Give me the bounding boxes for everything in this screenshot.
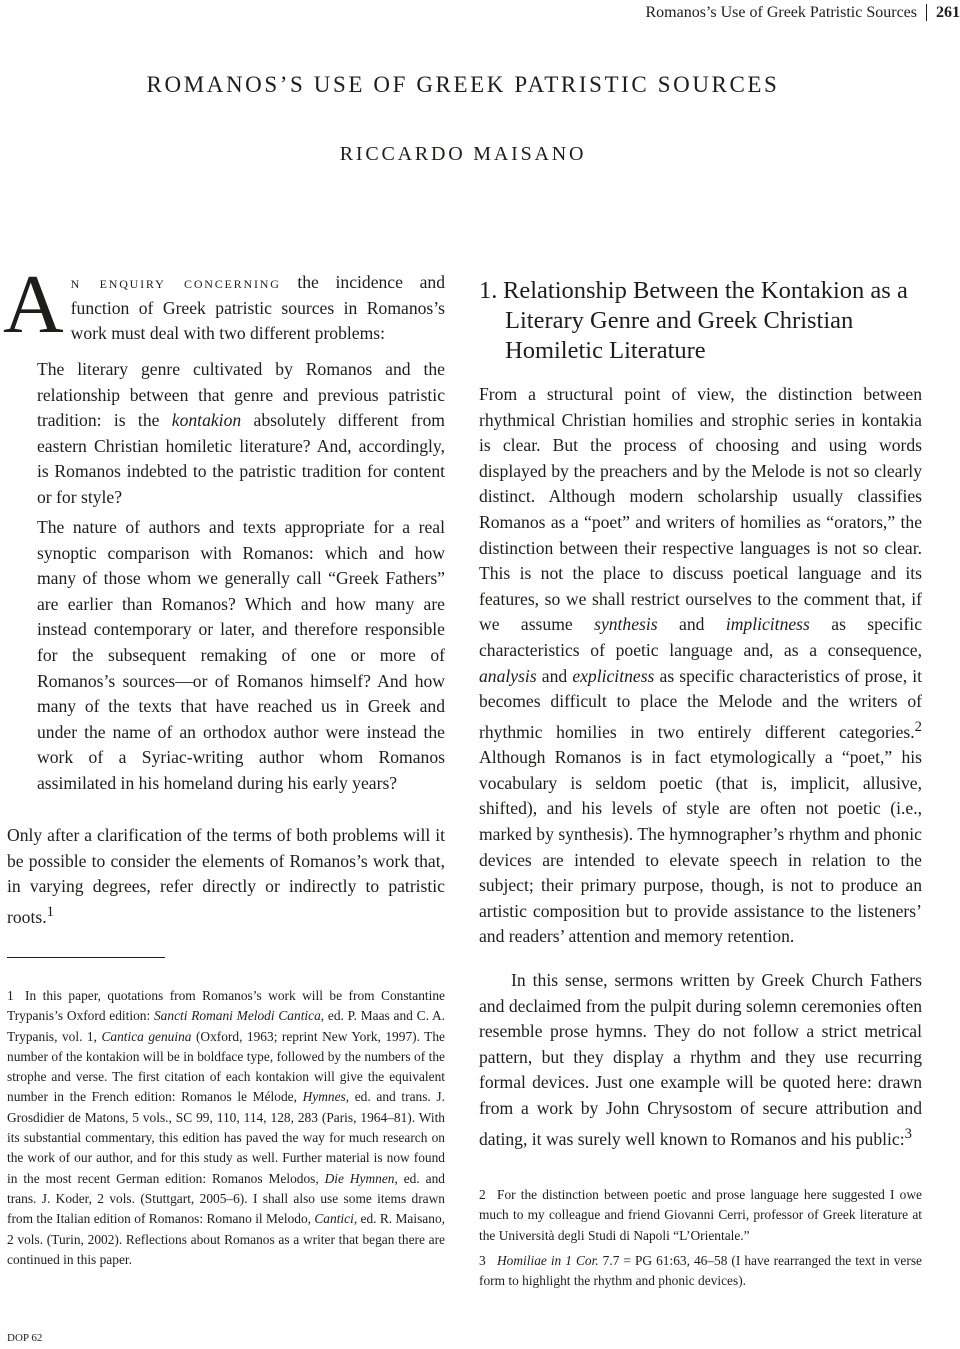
section-paragraph-2 <box>479 968 922 1152</box>
section-title-line-2: Literary Genre and Greek Christian <box>505 307 854 334</box>
journal-mark: DOP 62 <box>7 1332 43 1344</box>
footnote-3-title: Homiliae in 1 Cor. <box>497 1253 599 1268</box>
footnote-3-number: 3 <box>479 1253 486 1268</box>
footnote-ref-1[interactable]: 1 <box>46 903 54 920</box>
para1-text: and <box>536 665 573 686</box>
footnote-1-text: In this paper, quotations from Romanos’s work will be from Constantine Trypanis’s Oxford edition: <box>7 988 445 1024</box>
footnote-1-text: ed. and trans. J. Grosdidier de Matons, 5 vols., SC 99, 110, 114, 128, 283 (Paris, 1964–81). With its substantial commentary, this edition has paved the way for much research on the work of our author, and for this study as well. Further material is now found in the most recent German edition: Romanos Melodos, <box>7 1089 445 1186</box>
footnote-1-title: Die Hymnen <box>324 1170 395 1186</box>
footnote-1-title: Cantica genuina <box>101 1028 192 1044</box>
analysis-emphasis: analysis <box>479 665 537 686</box>
problem-one-paragraph <box>37 357 445 511</box>
section-paragraph-1 <box>479 382 922 950</box>
section-title-line-1: Relationship Between the Kontakion as a <box>503 277 908 304</box>
para1-text: From a structural point of view, the distinction between rhythmical Christian homilies and strophic series in kontakia is clear. But the process of choosing and using words displayed by the preachers and by the Melode is not so clearly distinct. Although modern scholarship usually classifies Romanos as a “poet” and writers of homilies as “orators,” the distinction between their respective languages is not so clear. This is not the place to discuss poetical language and its features, so we shall restrict ourselves to the comment that, if we assume <box>479 384 922 635</box>
conclusion-text: Only after a clarification of the terms of both problems will it be possible to consider the elements of Romanos’s work that, in varying degrees, refer directly or indirectly to patristic roots. <box>7 825 445 927</box>
synthesis-emphasis: synthesis <box>594 614 658 635</box>
footnote-1-text: , ed. and trans. J. Koder, 2 vols. (Stuttgart, 2005–6). I shall also use some items drawn from the Italian edition of Romanos: Romano il Melodo, <box>7 1170 445 1227</box>
para1-text: Although Romanos is in fact etymologically a “poet,” his vocabulary is seldom poetic (that is, implicit, allusive, shifted), and his levels of style are often not poetic (i.e., marked by synthesis). The hymnographer’s rhythm and phonic devices are intended to elevate speech in relation to the subject; their primary purpose, though, is not to produce an artistic composition but to provide assistance to the listeners’ and readers’ attention and memory retention. <box>479 747 922 947</box>
footnote-2-number: 2 <box>479 1187 486 1202</box>
footnote-1-title: Hymnes, <box>302 1089 350 1105</box>
para1-text: as specific characteristics of poetic language and, as a consequence, <box>479 614 923 660</box>
section-number: 1. <box>479 277 498 304</box>
intro-paragraph <box>3 258 445 351</box>
footnote-ref-2[interactable]: 2 <box>914 718 922 735</box>
footnote-3-text: 7.7 = PG 61:63, 46–58 (I have rearranged the text in verse form to highlight the rhythm and phonic devices). <box>479 1253 922 1289</box>
footnote-ref-3[interactable]: 3 <box>904 1125 912 1142</box>
implicitness-emphasis: implicitness <box>725 614 810 635</box>
section-heading <box>479 276 922 366</box>
page-number: 261 <box>936 4 960 21</box>
problem-one-text-b: absolutely different from eastern Christian homiletic literature? And, accordingly, is Romanos indebted to the patristic tradition for content or for style? <box>37 410 445 507</box>
footnote-1 <box>7 986 445 1270</box>
conclusion-paragraph <box>7 823 445 930</box>
intro-text: the incidence and function of Greek patristic sources in Romanos’s work must deal with two different problems: <box>70 272 445 344</box>
explicitness-emphasis: explicitness <box>572 665 655 686</box>
para2-text: In this sense, sermons written by Greek Church Fathers and declaimed from the pulpit during solemn ceremonies often resemble prose hymns. They do not follow a strict metrical pattern, but they display a rhythm and they use recurring formal devices. Just one example will be quoted here: drawn from a work by John Chrysostom of secure attribution and dating, it was surely well known to Romanos and his public: <box>479 970 922 1149</box>
running-head-title: Romanos’s Use of Greek Patristic Sources <box>645 4 927 21</box>
section-title-line-3: Homiletic Literature <box>505 337 706 364</box>
footnote-1-text: (Oxford, 1963; reprint New York, 1997). The number of the kontakion will be in boldface type, followed by the numbers of the strophe and verse. The first citation of each kontakion will give the equivalent number in the French edition: Romanos le Mélode, <box>7 1028 446 1105</box>
footnote-1-number: 1 <box>7 988 14 1003</box>
author-name: RICCARDO MAISANO <box>339 143 587 165</box>
para1-text: as specific characteristics of prose, it becomes difficult to place the Melode and the writers of rhythmic homilies in two entirely different categories. <box>479 665 922 742</box>
drop-cap: A <box>3 258 64 351</box>
article-title: ROMANOS’S USE OF GREEK PATRISTIC SOURCES <box>146 72 780 97</box>
para1-text: and <box>657 614 726 635</box>
problem-one-text-a: The literary genre cultivated by Romanos and the relationship between that genre and previous patristic tradition: is the <box>37 359 445 431</box>
problem-two-paragraph: The nature of authors and texts appropriate for a real synoptic comparison with Romanos: which and how many of those whom we generally call “Greek Fathers” are earlier than Romanos? Which and how many are instead contemporary or later, and therefore responsible for the subsequent remaking of one or more of Romanos’s sources—or of Romanos himself? And how many of the texts that have reached us in Greek and under the name of an orthodox author were instead the work of a Syriac-writing author whom Romanos assimilated in his homeland during his early years? <box>37 517 445 793</box>
footnote-3 <box>479 1251 922 1292</box>
section-heading-line-1 <box>479 276 922 306</box>
footnote-2 <box>479 1185 922 1246</box>
intro-small-caps-lead: n enquiry concerning <box>70 272 281 292</box>
footnote-1-title: Sancti Romani Melodi Cantica <box>153 1008 321 1024</box>
footnote-2-text: For the distinction between poetic and prose language here suggested I owe much to my colleague and friend Giovanni Cerri, professor of Greek literature at the Università degli Studi di Napoli “L’Orientale.” <box>479 1187 922 1243</box>
footnote-1-text: , ed. R. Maisano, 2 vols. (Turin, 2002). Reflections about Romanos as a writer that began there are continued in this paper. <box>7 1211 445 1267</box>
footnote-1-text: , ed. P. Maas and C. A. Trypanis, vol. 1, <box>7 1008 445 1044</box>
footnote-1-title: Cantici <box>314 1211 354 1227</box>
kontakion-emphasis: kontakion <box>171 410 242 431</box>
running-head <box>645 2 960 24</box>
footnote-divider <box>7 957 165 958</box>
